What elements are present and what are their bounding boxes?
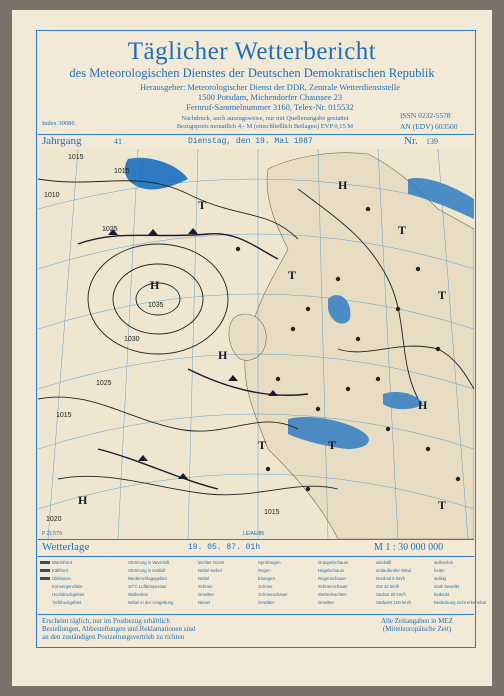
legend-item: windstill <box>376 560 392 565</box>
legend-item: umlaufender Wind <box>376 568 411 573</box>
legend-item: Nordost 5 km/h <box>376 576 406 581</box>
pressure-label: 1025 <box>96 380 112 387</box>
footer-left <box>42 617 195 641</box>
legend-item: Niederschlagsgebiet <box>128 576 167 581</box>
publisher-line: Fernruf-Sammelnummer 3160, Telex-Nr. 015532 <box>186 102 354 112</box>
jahrgang-label: Jahrgang <box>42 135 82 147</box>
footer-line: Bestellungen, Abbestellungen und Reklamationen sind <box>42 625 196 633</box>
legend-item: Bedeckung nicht erkennbar <box>434 600 487 605</box>
pressure-label: 1025 <box>102 226 118 233</box>
index-number: Index 30086 <box>42 120 75 127</box>
low-centre: T <box>438 498 447 512</box>
pressure-label: 1015 <box>264 509 280 516</box>
legend-item: Eisregen <box>258 576 275 581</box>
footer-line: Alle Zeitangaben in MEZ <box>380 617 454 625</box>
publisher-line: Herausgeber: Meteorologischer Dienst der DDR, Zentrale Wetterdienststelle <box>140 82 400 92</box>
map-scale: M 1 : 30 000 000 <box>374 542 444 553</box>
legend-item: Gewitter <box>198 592 214 597</box>
publisher-line: 1500 Potsdam, Michendorfer Chaussee 23 <box>197 92 343 102</box>
map-svg <box>38 149 474 539</box>
low-centre: T <box>438 288 447 302</box>
legend-item: Gewitter <box>258 600 274 605</box>
legend <box>38 558 487 615</box>
legend-item: Nebel Nebel <box>198 568 222 573</box>
legend-item: Wetterleuchten <box>318 592 347 597</box>
price-notice: Bezugspreis monatlich 4,- M (einschließlich Beilagen) EVP 0,15 M <box>176 123 354 130</box>
legend-item: leichter Dunst <box>198 560 225 565</box>
masthead-title: Täglicher Wetterbericht <box>127 38 377 65</box>
footer-right <box>364 617 470 633</box>
high-centre: H <box>338 178 348 192</box>
legend-item: Strömung in Warmluft <box>128 560 170 565</box>
legend-item: stark bewölkt <box>434 584 460 589</box>
legend-item: Niesel <box>198 600 210 605</box>
legend-item: Schneeschauer <box>318 584 348 589</box>
legend-item: Kaltfront <box>52 568 69 573</box>
jahrgang-number: 41 <box>114 137 122 146</box>
reprint-notice: Nachdruck, auch auszugsweise, nur mit Quellenangabe gestattet <box>181 115 349 122</box>
legend-item: Regenschauer <box>318 576 346 581</box>
map-bottom-note: LE/AE/85 <box>243 531 265 537</box>
masthead-subtitle: des Meteorologischen Dienstes der Deutschen Demokratischen Republik <box>69 66 435 80</box>
date-bar <box>38 134 474 150</box>
issn: ISSN 0232-5578 <box>400 111 451 120</box>
map-corner-note: P 217/79 <box>42 531 62 537</box>
weather-map <box>38 149 474 540</box>
an-number: AN (EDV) 603500 <box>400 122 458 131</box>
occlusion-symbol <box>40 577 50 580</box>
issue-number: 139 <box>426 137 438 146</box>
low-centre: T <box>328 438 337 452</box>
pressure-label: 1015 <box>68 154 84 161</box>
high-centre: H <box>418 398 428 412</box>
legend-item: Schnee <box>198 584 213 589</box>
legend-item: Okklusion <box>52 576 71 581</box>
publisher-block <box>140 82 400 112</box>
legend-item: Ost 10 km/h <box>376 584 400 589</box>
wetterlage-datetime: 19. 05. 87. 01h <box>188 543 261 552</box>
legend-item: Südwest 100 km/h <box>376 600 412 605</box>
pressure-label: 1010 <box>44 192 60 199</box>
low-centre: T <box>198 198 207 212</box>
pressure-label: 1015 <box>56 412 72 419</box>
pressure-label: 1035 <box>148 302 164 309</box>
legend-item: Konvergenzlinie <box>52 584 83 589</box>
issue-date: Dienstag, den 19. Mai 1987 <box>188 137 313 146</box>
legend-item: wolkenlos <box>434 560 453 565</box>
cold-front-symbol <box>40 569 50 572</box>
legend-item: Regen <box>258 568 271 573</box>
wetterlage-label: Wetterlage <box>42 541 90 553</box>
legend-item: Wolkenlos <box>128 592 148 597</box>
footer-line: Erscheint täglich, nur im Postbezug erhältlich <box>42 617 170 625</box>
legend-item: bedeckt <box>434 592 450 597</box>
legend-item: Sprühregen <box>258 560 281 565</box>
high-centre: H <box>78 493 88 507</box>
nr-label: Nr. <box>404 135 418 147</box>
legend-item: Gewitter <box>318 600 334 605</box>
high-centre: H <box>218 348 228 362</box>
low-centre: T <box>288 268 297 282</box>
legend-item: Warmfront <box>52 560 72 565</box>
wetterlage-bar <box>38 540 474 557</box>
legend-item: Tiefdruckgebiet <box>52 600 82 605</box>
pressure-label: 1020 <box>46 516 62 523</box>
legend-item: Südost 20 km/h <box>376 592 406 597</box>
british-isles <box>229 314 266 360</box>
legend-item: Hochdruckgebiet <box>52 592 85 597</box>
pressure-label: 1015 <box>114 168 130 175</box>
pressure-label: 1030 <box>124 336 140 343</box>
legend-item: heiter <box>434 568 445 573</box>
footer-line: (Mitteleuropäische Zeit) <box>382 625 452 633</box>
legend-item: Nebel <box>198 576 210 581</box>
legend-item: Nebel in der Umgebung <box>128 600 174 605</box>
legend-item: Strömung in Kaltluft <box>128 568 166 573</box>
legend-item: Schnee <box>258 584 273 589</box>
legend-item: Graupelschauer <box>318 560 349 565</box>
legend-item: 10°C Lufttemperatur <box>128 584 167 589</box>
warm-front-symbol <box>40 561 50 564</box>
low-centre: T <box>258 438 267 452</box>
high-centre: H <box>150 278 160 292</box>
legend-item: wolkig <box>434 576 446 581</box>
footer-line: an den zuständigen Postzeitungsvertrieb zu richten <box>42 633 185 641</box>
legend-item: Hagelschauer <box>318 568 345 573</box>
low-centre: T <box>398 223 407 237</box>
legend-item: Schneeschauer <box>258 592 288 597</box>
